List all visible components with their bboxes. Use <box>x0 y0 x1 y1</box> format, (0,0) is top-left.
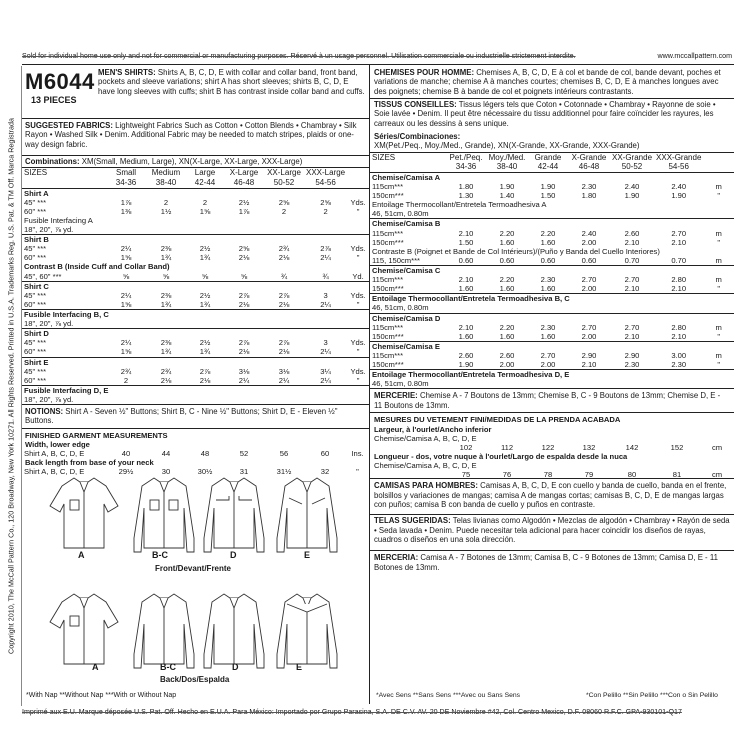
english-intro: MEN'S SHIRTS: Shirts A, B, C, D, E with collar and collar band, front band, pockets and sleeve variations; shirt A has short sleeves; shirts B, C, D, E have long sleeves with cuffs; shirt B has contrast inside collar band and cuffs. <box>98 68 365 96</box>
front-sketch-bc <box>134 478 194 552</box>
french-combos: Séries/Combinaciones: XM(Pet./Peq., Moy./Med., Grande), XN(X-Grande, XX-Grande, XXX-Grande) <box>374 132 640 151</box>
table-row: Shirt A, B, C, D, E 29½ 30 30½ 31 31½ 32 " <box>24 467 359 477</box>
fusible-a-row: 18", 20", ⅞ yd. <box>24 224 74 234</box>
table-row: 115cm*** 2.10 2.20 2.30 2.70 2.70 2.80 m <box>372 275 722 285</box>
nap-legend-fr: *Avec Sens **Sans Sens ***Avec ou Sans Sens <box>376 692 521 699</box>
back-label-e: E <box>296 662 303 672</box>
size-number-row: 34-36 38-40 42-44 46-48 50-52 54-56 <box>115 177 336 187</box>
fusible-bc-label: Fusible Interfacing B, C <box>24 309 109 319</box>
french-mercerie: MERCERIE: Chemise A - 7 Boutons de 13mm; Chemise B, C - 9 Boutons de 13mm; Chemise D, E - 11 Boutons de 13mm. <box>370 388 734 412</box>
chemise-a-label: Chemise/Camisa A <box>372 172 441 182</box>
shirt-e-label: Shirt E <box>24 357 49 367</box>
mesures-title: MESURES DU VETEMENT FINI/MEDIDAS DE LA PRENDA ACABADA <box>374 415 621 425</box>
back-length-title: Back length from base of your neck <box>25 458 154 468</box>
size-name-row: SIZES Pet./Peq. Moy./Med. Grande X-Grande XX-Grande XXX-Grande <box>372 152 702 162</box>
fusible-a-label: Fusible Interfacing A <box>24 215 93 225</box>
front-sketch-e <box>277 478 337 552</box>
shirt-b-label: Shirt B <box>24 235 49 245</box>
table-row: 60" *** 2 2⅛ 2⅛ 2¼ 2¼ 2¼ " <box>24 375 360 385</box>
table-row: 102 112 122 132 142 152 cm <box>459 442 723 452</box>
back-label-d: D <box>232 662 239 672</box>
shirt-a-label: Shirt A <box>24 188 49 198</box>
table-row: 75 76 78 79 80 81 cm <box>461 470 723 480</box>
back-sketch-e <box>277 594 337 668</box>
width-title: Width, lower edge <box>25 440 90 450</box>
legal-notice: Sold for individual home use only and not for commercial or manufacturing purposes. Réservé à un usage personnel. Utilisation commerciale ou industrielle strictement interdite. www.mccallpattern.com <box>22 52 732 60</box>
front-caption: Front/Devant/Frente <box>155 564 232 573</box>
contraste-b-label: Contraste B (Poignet et Bande de Col Intérieurs)/(Puño y Banda del Cuello Interiores) <box>372 246 660 256</box>
table-row: 115, 150cm*** 0.60 0.60 0.60 0.60 0.70 0.70 m <box>372 255 722 265</box>
french-fabrics: TISSUS CONSEILLES: Tissus légers tels que Coton • Cotonnade • Chambray • Rayonne de soie • Soie lavée • Denim. Il peut être nécessaire du tissu additionnel pour faire coïncider les rayures, les carreaux ou les dessins à sens unique. <box>370 98 734 131</box>
longueur-title: Longueur - dos, votre nuque à l'ourlet/Largo de espalda desde la nuca <box>374 451 628 461</box>
english-combos: Combinations: XM(Small, Medium, Large), XN(X-Large, XX-Large, XXX-Large) <box>22 155 369 167</box>
table-row: 115cm*** 1.80 1.90 1.90 2.30 2.40 2.40 m <box>372 181 722 191</box>
shirt-c-label: Shirt C <box>24 281 49 291</box>
entoilage-bc-label: Entoilage Thermocollant/Entretela Termoadhesiva B, C <box>372 294 570 304</box>
back-label-a: A <box>92 662 99 672</box>
garment-sketches <box>24 470 368 702</box>
chemise-e-label: Chemise/Camisa E <box>372 341 440 351</box>
french-spanish-column <box>370 64 734 704</box>
spanish-merceria: MERCERIA: Camisa A - 7 Botones de 13mm; Camisa B, C - 9 Botones de 13mm; Camisa D, E - 11 Botones de 13mm. <box>370 550 734 576</box>
table-row: 45" *** 2¾ 2¾ 2⅞ 3⅛ 3⅛ 3¼ Yds. <box>24 366 366 376</box>
largeur-label: Chemise/Camisa A, B, C, D, E <box>374 433 477 443</box>
entoilage-de-row: 46, 51cm, 0.80m <box>372 379 429 389</box>
front-label-a: A <box>78 550 85 560</box>
table-row: 45" *** 1⅞ 2 2 2½ 2⅝ 2⅝ Yds. <box>24 197 366 207</box>
table-row: Shirt A, B, C, D, E 40 44 48 52 56 60 Ins. <box>24 449 364 459</box>
english-yardage-table <box>22 167 369 404</box>
longueur-label: Chemise/Camisa A, B, C, D, E <box>374 460 477 470</box>
entoilage-a-row: 46, 51cm, 0.80m <box>372 209 429 219</box>
nap-legend-en: *With Nap **Without Nap ***With or Without Nap <box>26 692 177 699</box>
table-row: 60" *** 1⅝ 1¾ 1¾ 2⅛ 2⅛ 2¼ " <box>24 347 360 357</box>
table-row: 45" *** 2¼ 2⅜ 2½ 2⅞ 2⅞ 3 Yds. <box>24 290 366 300</box>
back-sketch-d <box>204 594 264 668</box>
fusible-bc-row: 18", 20", ⅞ yd. <box>24 319 74 329</box>
table-row: 115cm*** 2.10 2.20 2.30 2.70 2.70 2.80 m <box>372 322 722 332</box>
table-row: 45" *** 2¼ 2⅜ 2½ 2⅝ 2¾ 2⅞ Yds. <box>24 244 366 254</box>
front-sketch-d <box>204 478 264 552</box>
back-sketch-a <box>50 594 118 664</box>
english-notions: NOTIONS: Shirt A - Seven ½" Buttons; Shirt B, C - Nine ½" Buttons; Shirt D, E - Eleven ½" Buttons. <box>22 404 369 428</box>
front-sketch-a <box>50 478 118 548</box>
table-row: 150cm*** 1.60 1.60 1.60 2.00 2.10 2.10 " <box>372 331 721 341</box>
back-caption: Back/Dos/Espalda <box>160 675 230 684</box>
table-row: 45" *** 2¼ 2⅜ 2½ 2⅞ 2⅞ 3 Yds. <box>24 338 366 348</box>
table-row: 60" *** 1⅜ 1½ 1⅝ 1⅞ 2 2 " <box>24 206 360 216</box>
pattern-pieces: 13 PIECES <box>31 95 77 106</box>
english-fabrics: SUGGESTED FABRICS: Lightweight Fabrics Such as Cotton • Cotton Blends • Chambray • Silk Rayon • Washed Silk • Denim. Additional Fabric may be needed to match stripes, plaids or one-way design fabric. <box>25 121 357 149</box>
front-label-d: D <box>230 550 237 560</box>
table-row: 150cm*** 1.50 1.60 1.60 2.00 2.10 2.10 " <box>372 237 721 247</box>
spanish-intro: CAMISAS PARA HOMBRES: Camisas A, B, C, D, E con cuello y banda de cuello, banda en el frente, bolsillos y variaciones de mangas; camisa A de mangas cortas; camisas B, C, D, E de mangas largas con puños; camisa B con banda de cuello y puños en contraste. <box>370 478 734 514</box>
size-name-row: SIZES Small Medium Large X-Large XX-Large XXX-Large <box>24 168 346 178</box>
largeur-title: Largeur, à l'ourlet/Ancho inferior <box>374 424 492 434</box>
french-intro: CHEMISES POUR HOMME: Chemises A, B, C, D, E à col et bande de col, bande devant, poches et variations de manche; chemise A à manches courtes; chemises B, C, D, E à manches longues avec des poignets; chemise B à bande de col et poignets intérieurs contrastants. <box>374 68 721 96</box>
table-row: 115cm*** 2.10 2.20 2.20 2.40 2.60 2.70 m <box>372 228 722 238</box>
french-yardage-table <box>370 152 734 389</box>
nap-legend-es: *Con Pelillo **Sin Pelillo ***Con o Sin Pelillo <box>586 692 718 699</box>
chemise-b-label: Chemise/Camisa B <box>372 219 441 229</box>
size-number-row: 34-36 38-40 42-44 46-48 50-52 54-56 <box>455 162 689 172</box>
front-label-bc: B-C <box>152 550 168 560</box>
copyright-text: Copyright 2010, The McCall Pattern Co., 120 Broadway, New York 10271. All Rights Reserved. Printed in U.S.A. Trademarks Reg. U.S. Pat. & TM Off. Marca Registrada <box>6 118 16 654</box>
finished-title: FINISHED GARMENT MEASUREMENTS <box>25 431 168 441</box>
shirt-d-label: Shirt D <box>24 329 49 339</box>
fusible-de-row: 18", 20", ⅞ yd. <box>24 394 74 404</box>
entoilage-bc-row: 46, 51cm, 0.80m <box>372 303 429 313</box>
chemise-c-label: Chemise/Camisa C <box>372 265 441 275</box>
back-label-bc: B-C <box>160 662 176 672</box>
website-url[interactable]: www.mccallpattern.com <box>653 52 732 61</box>
table-row: 150cm*** 1.90 2.00 2.00 2.10 2.30 2.30 " <box>372 360 721 370</box>
french-measurements <box>370 412 734 478</box>
copyright-sidebar <box>2 66 22 706</box>
front-label-e: E <box>304 550 311 560</box>
entoilage-a-label: Entoilage Thermocollant/Entretela Termoadhesiva A <box>372 200 547 210</box>
spanish-fabrics: TELAS SUGERIDAS: Telas livianas como Algodón • Mezclas de algodón • Chambray • Rayón de seda • Seda lavada • Denim. Puede necesitar tela adicional para hacer coincidir los diseños de rayas, cuadros o diseños en una sola dirección. <box>370 514 734 550</box>
import-notice: Imprimé aux E.U. Marque déposée U.S. Pat. Off. Hecho en E.U.A. Para México: Importado por Grupo Parasina, S.A. DE C.V. AV. 20 DE Noviembre #42, Col. Centro Mexico, D.F. 08060 R.F.C. GPA-930101-Q17 <box>22 708 682 716</box>
table-row: 150cm*** 1.60 1.60 1.60 2.00 2.10 2.10 " <box>372 284 721 294</box>
table-row: 60" *** 1⅝ 1¾ 1¾ 2⅛ 2⅛ 2¼ " <box>24 299 360 309</box>
chemise-d-label: Chemise/Camisa D <box>372 313 441 323</box>
fusible-de-label: Fusible Interfacing D, E <box>24 385 109 395</box>
entoilage-de-label: Entoilage Thermocollant/Entretela Termoadhesiva D, E <box>372 370 570 380</box>
table-row: 150cm*** 1.30 1.40 1.50 1.80 1.90 1.90 " <box>372 191 721 201</box>
table-row: 115cm*** 2.60 2.60 2.70 2.90 2.90 3.00 m <box>372 350 722 360</box>
table-row: 45", 60" *** ⅝ ⅝ ⅝ ⅝ ¾ ¾ Yd. <box>24 271 364 281</box>
pattern-header <box>22 65 369 119</box>
contrast-b-label: Contrast B (Inside Cuff and Collar Band) <box>24 262 170 272</box>
table-row: 60" *** 1⅝ 1¾ 1¾ 2⅛ 2⅛ 2¼ " <box>24 253 360 263</box>
pattern-code: M6044 <box>25 69 95 94</box>
back-sketch-bc <box>134 594 194 668</box>
